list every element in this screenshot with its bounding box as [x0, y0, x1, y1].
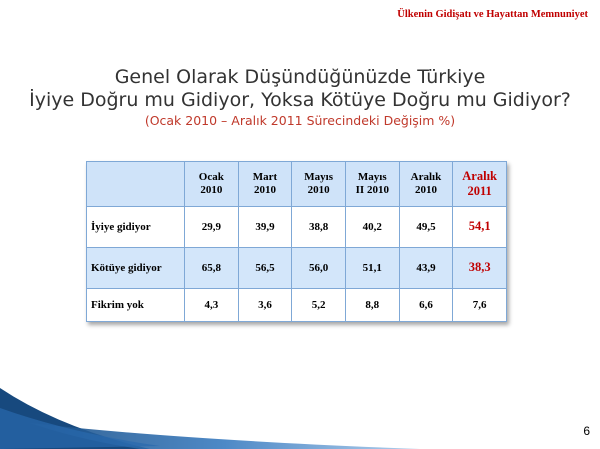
table-cell-highlight: 38,3: [453, 247, 507, 288]
decorative-bottom-swoosh: [0, 378, 420, 449]
table-cell: 56,5: [238, 247, 292, 288]
table-cell: 7,6: [453, 288, 507, 321]
table-cell-highlight: 54,1: [453, 207, 507, 248]
table-cell: 39,9: [238, 207, 292, 248]
data-table: [86, 161, 507, 322]
page-number: 6: [583, 424, 590, 438]
column-header-highlight: Aralık 2011: [453, 162, 507, 207]
table-row: [87, 288, 507, 321]
table-cell: 56,0: [292, 247, 346, 288]
table-cell: 6,6: [399, 288, 453, 321]
table-cell: 3,6: [238, 288, 292, 321]
column-header: Ocak 2010: [185, 162, 239, 207]
table-cell: 29,9: [185, 207, 239, 248]
chart-subtitle: (Ocak 2010 – Aralık 2011 Sürecindeki Değişim %): [144, 113, 456, 128]
table-cell: 51,1: [345, 247, 399, 288]
table-corner-cell: [87, 162, 185, 207]
table-row: [87, 207, 507, 248]
row-label: Fikrim yok: [87, 288, 185, 321]
table-cell: 40,2: [345, 207, 399, 248]
table-header-row: [87, 162, 507, 207]
row-label: İyiye gidiyor: [87, 207, 185, 248]
header-note: Ülkenin Gidişatı ve Hayattan Memnuniyet: [397, 9, 588, 20]
table-cell: 43,9: [399, 247, 453, 288]
column-header: Mayıs II 2010: [345, 162, 399, 207]
table-cell: 5,2: [292, 288, 346, 321]
data-table-wrapper: [86, 161, 507, 322]
table-cell: 49,5: [399, 207, 453, 248]
chart-title-line-1: Genel Olarak Düşündüğünüzde Türkiye: [114, 66, 486, 88]
table-cell: 4,3: [185, 288, 239, 321]
column-header: Mayıs 2010: [292, 162, 346, 207]
table-cell: 38,8: [292, 207, 346, 248]
chart-title-line-2: İyiye Doğru mu Gidiyor, Yoksa Kötüye Doğru mu Gidiyor?: [29, 89, 571, 111]
column-header: Mart 2010: [238, 162, 292, 207]
table-row: [87, 247, 507, 288]
column-header: Aralık 2010: [399, 162, 453, 207]
title-block: [0, 66, 600, 130]
table-cell: 65,8: [185, 247, 239, 288]
row-label: Kötüye gidiyor: [87, 247, 185, 288]
table-cell: 8,8: [345, 288, 399, 321]
